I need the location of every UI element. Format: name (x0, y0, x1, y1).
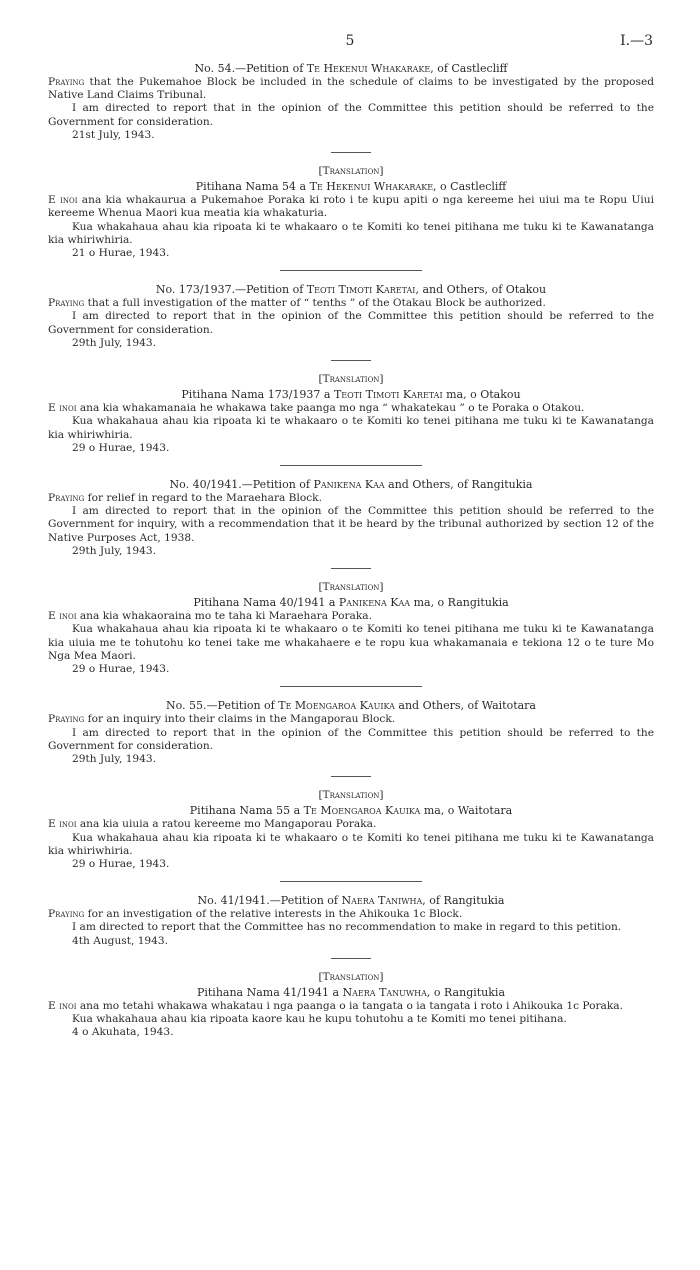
heading-suffix: ma, o Waitotara (420, 804, 513, 818)
praying-text: for an investigation of the relative interests in the Ahikouka 1c Block. (84, 908, 463, 921)
heading-prefix: Pitihana Nama 41/1941 a (196, 985, 343, 999)
report-date: 4th August, 1943. (72, 934, 169, 947)
report-paragraph: Kua whakahaua ahau kia ripoata ki te whakaaro o te Komiti ko tenei pitihana me tuku ki te Kawanatanga kia whiriwhiria. (48, 831, 654, 857)
translation-54 (48, 165, 654, 260)
petitioner-name: Panikena Kaa (313, 478, 385, 492)
report-paragraph: Kua whakahaua ahau kia ripoata kaore kau he kupu tohutohu a te Komiti mo tenei pitihana. (72, 1013, 567, 1026)
report-paragraph: I am directed to report that in the opinion of the Committee this petition should be referred to the Government for inquiry, with a recommendation that it be heard by the tribunal authorized by section 12 of the Native Purposes Act, 1938. (48, 505, 654, 544)
praying-paragraph (48, 76, 654, 102)
report-date: 21st July, 1943. (72, 128, 155, 141)
petition-40-1941 (48, 478, 654, 558)
inoi-text: ana kia whakamanaia he whakawa take paanga mo nga “ whakatekau ” o te Poraka o Otakou. (76, 402, 585, 415)
report-date: 29th July, 1943. (72, 336, 157, 349)
translation-40-1941 (48, 581, 654, 676)
short-divider (331, 958, 371, 959)
inoi-word: E inoi (48, 194, 78, 207)
petitioner-name: Te Moengaroa Kauika (278, 699, 395, 713)
praying-word: Praying (48, 492, 85, 505)
heading-suffix: , o Rangitukia (426, 985, 506, 999)
report-paragraph: I am directed to report that in the opinion of the Committee this petition should be referred to the Government for consideration. (48, 102, 654, 128)
short-divider (331, 776, 371, 777)
petition-173-1937 (48, 283, 654, 350)
report-paragraph: I am directed to report that in the opinion of the Committee this petition should be referred to the Government for consideration. (48, 726, 654, 752)
petition-heading (48, 478, 654, 492)
translation-label: [Translation] (318, 789, 384, 802)
page-number: 5 (345, 33, 355, 49)
inoi-word: E inoi (48, 402, 77, 415)
heading-prefix: Pitihana Nama 55 a (189, 804, 304, 818)
inoi-paragraph (48, 1000, 654, 1013)
inoi-paragraph (48, 610, 654, 623)
translation-heading (48, 804, 654, 818)
petition-41-1941 (48, 894, 654, 948)
inoi-paragraph (48, 818, 654, 831)
inoi-word: E inoi (48, 818, 77, 831)
translation-heading (48, 180, 654, 194)
translation-heading (48, 388, 654, 402)
short-divider (331, 152, 371, 153)
translation-label: [Translation] (318, 581, 384, 594)
heading-suffix: , and Others, of Otakou (415, 283, 547, 297)
translation-label: [Translation] (318, 970, 384, 983)
praying-paragraph (48, 297, 654, 310)
praying-word: Praying (48, 297, 85, 310)
inoi-text: ana mo tetahi whakawa whakatau i nga paanga o ia tangata o ia tangata i roto i Ahikouka 1c Poraka. (76, 999, 623, 1012)
petitioner-name: Te Hekenui Whakarake (306, 62, 431, 75)
inoi-text: ana kia uiuia a ratou kereeme mo Mangaporau Poraka. (76, 818, 377, 831)
praying-paragraph (48, 713, 654, 726)
inoi-paragraph (48, 194, 654, 220)
report-date: 21 o Hurae, 1943. (72, 247, 170, 260)
heading-prefix: No. 55.—Petition of (166, 699, 279, 713)
report-paragraph: I am directed to report that the Committee has no recommendation to make in regard to this petition. (72, 921, 622, 934)
petition-54 (48, 62, 654, 142)
inoi-text: ana kia whakaurua a Pukemahoe Poraka ki roto i te kupu apiti o nga kereeme hei uiui ma te Ropu Uiui kereeme Whenua Maori kua meatia kia whakaturia. (48, 194, 654, 220)
praying-text: for relief in regard to the Maraehara Block. (84, 492, 322, 505)
heading-prefix: No. 54.—Petition of (194, 62, 307, 75)
petition-55 (48, 699, 654, 766)
page-header (0, 33, 700, 53)
heading-suffix: and Others, of Waitotara (394, 699, 536, 713)
heading-suffix: ma, o Otakou (442, 388, 521, 402)
petitioner-name: Panikena Kaa (338, 596, 411, 610)
long-divider (280, 465, 422, 466)
praying-text: that the Pukemahoe Block be included in the schedule of claims to be investigated by the proposed Native Land Claims Tribunal. (48, 76, 654, 102)
heading-prefix: No. 41/1941.—Petition of (197, 894, 342, 908)
praying-text: for an inquiry into their claims in the Mangaporau Block. (84, 713, 396, 726)
heading-suffix: ma, o Rangitukia (410, 596, 509, 610)
translation-label: [Translation] (318, 373, 384, 386)
translation-41-1941 (48, 971, 654, 1040)
petitioner-name: Naera Taniwha (341, 894, 423, 908)
praying-word: Praying (48, 713, 85, 726)
long-divider (280, 686, 422, 687)
praying-paragraph (48, 908, 654, 921)
translation-heading (48, 596, 654, 610)
petitioner-name: Naera Tanuwha (342, 985, 427, 999)
petitioner-name: Te Moengaroa Kauika (303, 804, 421, 818)
heading-prefix: Pitihana Nama 173/1937 a (181, 388, 334, 402)
petition-heading (48, 283, 654, 297)
heading-suffix: , of Castlecliff (430, 62, 508, 75)
translation-55 (48, 789, 654, 871)
inoi-text: ana kia whakaoraina mo te taha ki Maraehara Poraka. (76, 610, 372, 623)
heading-prefix: No. 173/1937.—Petition of (155, 283, 307, 297)
long-divider (280, 881, 422, 882)
page-reference: I.—3 (620, 33, 653, 49)
petition-heading (48, 699, 654, 713)
report-date: 29 o Hurae, 1943. (72, 663, 170, 676)
petitioner-name: Teoti Timoti Karetai (333, 388, 443, 402)
heading-prefix: Pitihana Nama 54 a (195, 180, 310, 194)
short-divider (331, 360, 371, 361)
translation-173-1937 (48, 373, 654, 455)
short-divider (331, 568, 371, 569)
petition-heading (48, 894, 654, 908)
report-date: 29 o Hurae, 1943. (72, 857, 170, 870)
petitioner-name: Te Hekenui Whakarake (309, 180, 434, 194)
document-body (48, 62, 654, 1040)
praying-paragraph (48, 492, 654, 505)
long-divider (280, 270, 422, 271)
praying-text: that a full investigation of the matter of “ tenths ” of the Otakau Block be authorized. (84, 297, 546, 310)
report-date: 4 o Akuhata, 1943. (72, 1026, 174, 1039)
inoi-paragraph (48, 402, 654, 415)
petitioner-name: Teoti Timoti Karetai (306, 283, 416, 297)
report-paragraph: Kua whakahaua ahau kia ripoata ki te whakaaro o te Komiti ko tenei pitihana me tuku ki te Kawanatanga kia whiriwhiria. (48, 415, 654, 441)
heading-suffix: , of Rangitukia (422, 894, 505, 908)
report-paragraph: Kua whakahaua ahau kia ripoata ki te whakaaro o te Komiti ko tenei pitihana me tuku ki te Kawanatanga kia uiuia me te tohutohu ko tenei take me whakahaere e te ropu kua whakamanaia e tekiona 12 o te ture Mo Nga Mea Maori. (48, 623, 654, 662)
report-date: 29 o Hurae, 1943. (72, 441, 170, 454)
inoi-word: E inoi (48, 999, 77, 1012)
heading-suffix: , o Castlecliff (433, 180, 507, 194)
inoi-word: E inoi (48, 610, 77, 623)
petition-heading (48, 62, 654, 76)
translation-label: [Translation] (318, 165, 384, 178)
report-paragraph: I am directed to report that in the opinion of the Committee this petition should be referred to the Government for consideration. (48, 310, 654, 336)
report-date: 29th July, 1943. (72, 544, 157, 557)
praying-word: Praying (48, 76, 85, 88)
heading-prefix: No. 40/1941.—Petition of (169, 478, 314, 492)
heading-prefix: Pitihana Nama 40/1941 a (193, 596, 339, 610)
report-paragraph: Kua whakahaua ahau kia ripoata ki te whakaaro o te Komiti ko tenei pitihana me tuku ki te Kawanatanga kia whiriwhiria. (48, 220, 654, 246)
heading-suffix: and Others, of Rangitukia (384, 478, 533, 492)
translation-heading (48, 986, 654, 1000)
report-date: 29th July, 1943. (72, 752, 157, 765)
praying-word: Praying (48, 908, 85, 921)
